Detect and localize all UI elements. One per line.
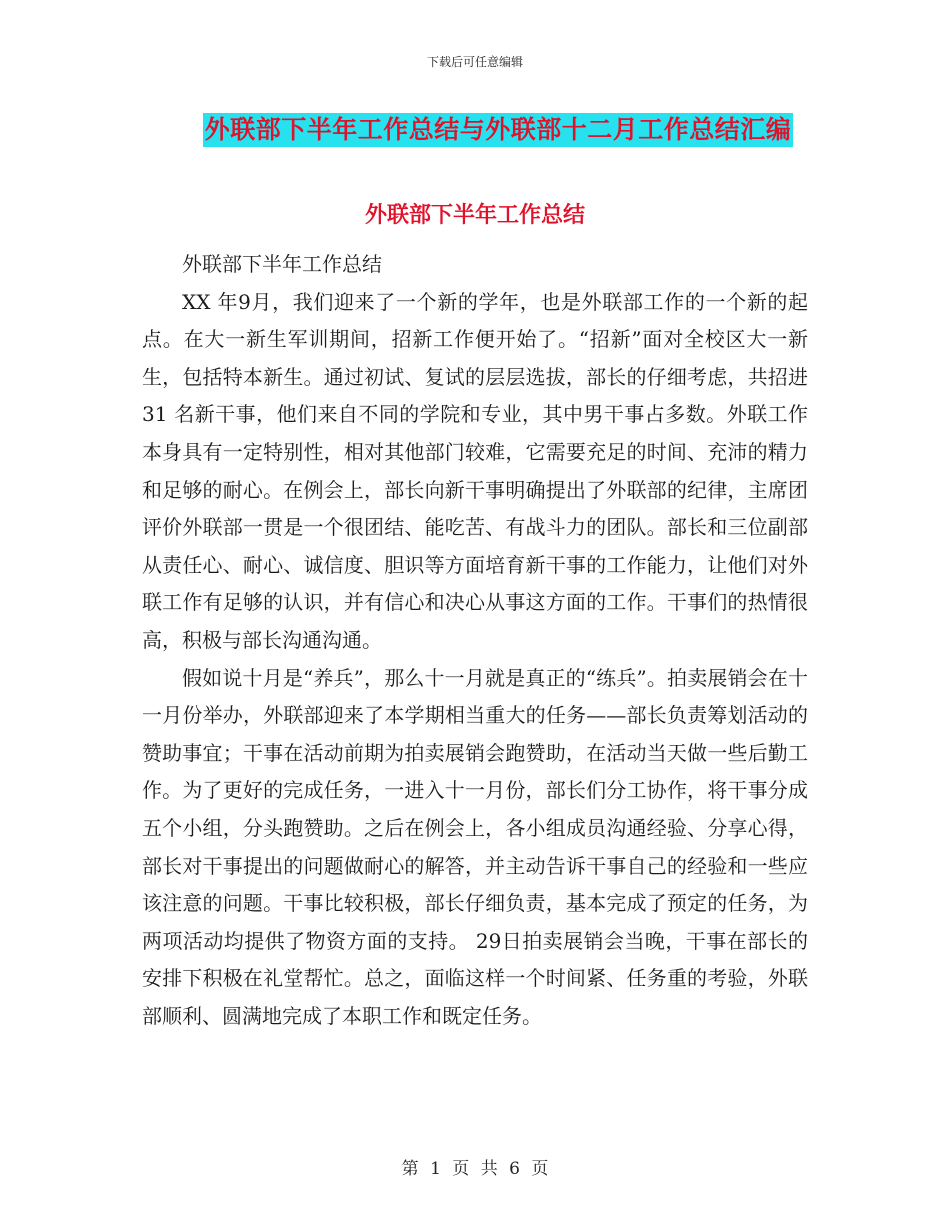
- page-header-note: 下载后可任意编辑: [426, 55, 523, 69]
- section-title: 外联部下半年工作总结: [364, 202, 585, 228]
- page-number-footer: 第 1 页 共 6 页: [401, 1159, 549, 1179]
- document-body: [142, 246, 808, 1035]
- paragraph-recruitment: XX 年9月，我们迎来了一个新的学年，也是外联部工作的一个新的起点。在大一新生军训期间，招新工作便开始了。“招新”面对全校区大一新生，包括特本新生。通过初试、复试的层层选拔，部长的仔细考虑，共招进 31 名新干事，他们来自不同的学院和专业，其中男干事占多数。外联工作本身具有一定特别性，相对其他部门较难，它需要充足的时间、充沛的精力和足够的耐心。在例会上，部长向新干事明确提出了外联部的纪律，主席团评价外联部一贯是一个很团结、能吃苦、有战斗力的团队。部长和三位副部从责任心、耐心、诚信度、胆识等方面培育新干事的工作能力，让他们对外联工作有足够的认识，并有信心和决心从事这方面的工作。干事们的热情很高，积极与部长沟通沟通。: [142, 289, 808, 652]
- document-title-container: [0, 113, 950, 147]
- document-title: 外联部下半年工作总结与外联部十二月工作总结汇编: [203, 113, 794, 147]
- paragraph-november: 假如说十月是“养兵”，那么十一月就是真正的“练兵”。拍卖展销会在十一月份举办，外联部迎来了本学期相当重大的任务——部长负责筹划活动的赞助事宜；干事在活动前期为拍卖展销会跑赞助，在活动当天做一些后勤工作。为了更好的完成任务，一进入十一月份，部长们分工协作，将干事分成五个小组，分头跑赞助。之后在例会上，各小组成员沟通经验、分享心得，部长对干事提出的问题做耐心的解答，并主动告诉干事自己的经验和一些应该注意的问题。干事比较积极，部长仔细负责，基本完成了预定的任务，为两项活动均提供了物资方面的支持。 29日拍卖展销会当晚，干事在部长的安排下积极在礼堂帮忙。总之，面临这样一个时间紧、任务重的考验，外联部顺利、圆满地完成了本职工作和既定任务。: [142, 665, 808, 1028]
- paragraph-subtitle: 外联部下半年工作总结: [182, 252, 382, 276]
